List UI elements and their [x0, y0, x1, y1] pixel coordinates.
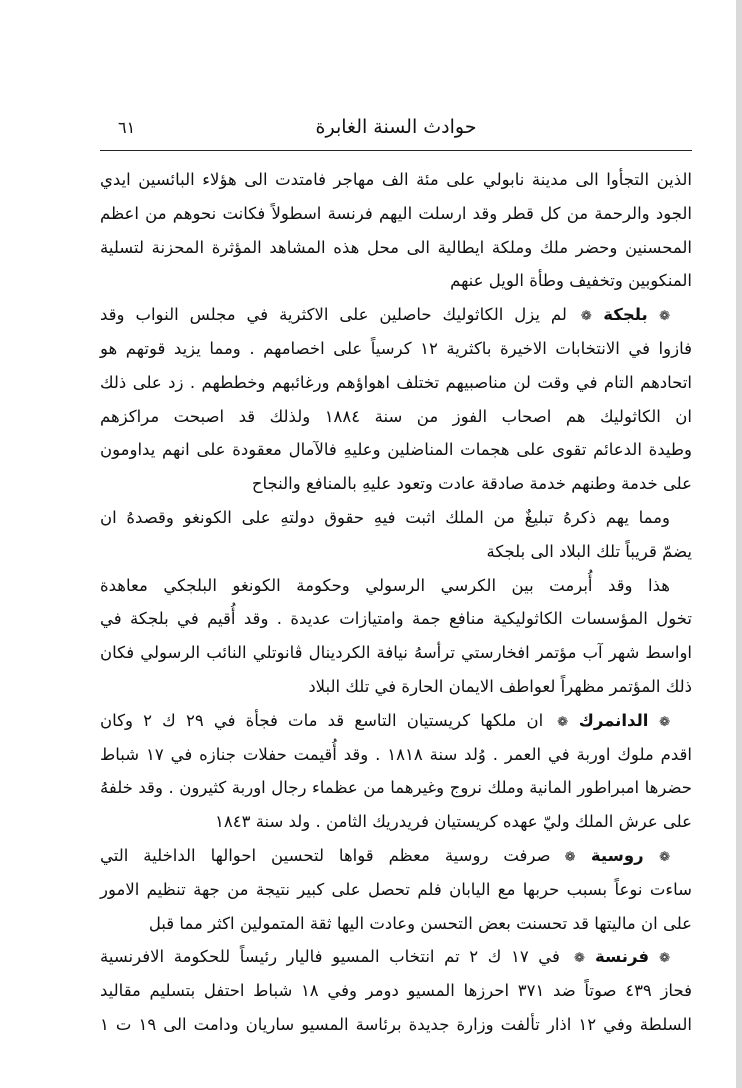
section-heading-label: روسية	[590, 845, 644, 865]
ornament-close-icon: ❁	[564, 849, 576, 865]
text-line	[100, 839, 692, 873]
section-heading-label: فرنسة	[594, 947, 650, 967]
line-text: ذلك المؤتمر مظهراً لعواطف الايمان الحارة في تلك البلاد	[308, 676, 692, 696]
line-text: صرفت روسية معظم قواها لتحسين احوالها الداخلية التي	[100, 845, 551, 865]
section-heading	[565, 846, 670, 865]
line-text: ان ملكها كريستيان التاسع قد مات فجأة في ٢٩ ك ٢ وكان	[100, 710, 544, 730]
line-text: السلطة وفي ١٢ اذار تألفت وزارة جديدة برئاسة المسيو ساريان ودامت الى ١٩ ت ١	[100, 1014, 692, 1034]
scan-edge	[736, 0, 742, 1088]
text-line	[100, 535, 692, 569]
ornament-open-icon: ❁	[659, 309, 670, 325]
line-text: تخول المؤسسات الكاثوليكية منافع جمة وامتيازات عديدة . وقد أُقيم في بلجكة في	[100, 609, 692, 629]
header-rule	[100, 150, 692, 151]
text-line	[100, 974, 692, 1008]
text-line	[100, 636, 692, 670]
line-text: الذين التجأوا الى مدينة نابولي على مئة الف مهاجر فامتدت الى هؤلاء البائسين ايدي	[100, 170, 692, 189]
text-line	[100, 1008, 692, 1042]
ornament-close-icon: ❁	[580, 309, 592, 325]
text-line	[100, 771, 692, 805]
text-line	[100, 501, 692, 535]
line-text: اقدم ملوك اوربة في العمر . وُلد سنة ١٨١٨ . وقد أُقيمت حفلات جنازه في ١٧ شباط	[100, 744, 692, 764]
ornament-open-icon: ❁	[659, 714, 670, 730]
text-line	[100, 602, 692, 636]
section-heading	[574, 947, 670, 966]
ornament-open-icon: ❁	[659, 849, 671, 865]
text-line	[100, 366, 692, 400]
text-line	[100, 264, 692, 298]
line-text: وطيدة الدعائم تقوى على هجمات المناضلين وعليهِ فالآمال معقودة على انهم يداومون	[100, 440, 692, 460]
line-text: على عرش الملك وليّ عهده كريستيان فريدريك الثامن . ولد سنة ١٨٤٣	[215, 812, 692, 832]
line-text: فحاز ٤٣٩ صوتاً ضد ٣٧١ احرزها المسيو دومر وفي ١٨ شباط احتفل بتسليم مقاليد	[100, 981, 692, 1001]
line-text: ومما يهم ذكرهُ تبليغٌ من الملك اثبت فيهِ حقوق دولتهِ على الكونغو وقصدهُ ان	[100, 507, 670, 527]
text-line	[100, 907, 692, 941]
text-line	[100, 805, 692, 839]
text-line	[100, 433, 692, 467]
line-text: الجود والرحمة من كل قطر وقد ارسلت اليهم فرنسة اسطولاً فكانت نحوهم من اعظم	[100, 203, 692, 223]
running-title: حوادث السنة الغابرة	[315, 116, 477, 138]
line-text: ان الكاثوليك هم اصحاب الفوز من سنة ١٨٨٤ ولذلك قد اصبحت مراكزهم	[100, 406, 693, 426]
line-text: يضمّ قريباً تلك البلاد الى بلجكة	[486, 541, 692, 561]
page-number: ٦١	[118, 118, 136, 137]
section-heading	[581, 305, 670, 324]
page-header	[100, 112, 692, 146]
text-line	[100, 940, 692, 974]
line-text: على خدمة وطنهم خدمة صادقة عادت وتعود عليهِ بالمنافع والنجاح	[251, 474, 692, 494]
line-text: هذا وقد أُبرمت بين الكرسي الرسولي وحكومة الكونغو البلجكي معاهدة	[100, 575, 670, 595]
section-heading-label: بلجكة	[603, 305, 648, 325]
line-text: ساءت نوعاً بسبب حربها مع اليابان فلم تحصل على كبير نتيجة من جهة تنظيم الامور	[100, 879, 692, 899]
text-line	[100, 873, 692, 907]
text-line	[100, 400, 692, 434]
line-text: المحسنين وحضر ملك وملكة ايطالية الى محل هذه المشاهد المؤثرة المحزنة لتسلية	[100, 237, 692, 257]
text-line	[100, 467, 692, 501]
ornament-close-icon: ❁	[573, 951, 585, 967]
text-line	[100, 197, 692, 231]
line-text: المنكوبين وتخفيف وطأة الويل عنهم	[450, 271, 692, 291]
page-body	[100, 163, 692, 1042]
line-text: لم يزل الكاثوليك حاصلين على الاكثرية في مجلس النواب وقد	[100, 305, 567, 325]
section-heading-label: الدانمرك	[578, 710, 649, 730]
line-text: في ١٧ ك ٢ تم انتخاب المسيو فاليار رئيساً للحكومة الافرنسية	[100, 947, 560, 967]
line-text: اتحادهم التام في وقت لن مناصبيهم تختلف اهواؤهم ورغائبهم وخططهم . زد على ذلك	[100, 372, 692, 392]
line-text: على ان ماليتها قد تحسنت بعض التحسن وعادت اليها ثقة المتمولين اكثر مما قبل	[148, 913, 692, 933]
text-line	[100, 298, 692, 332]
section-heading	[557, 711, 670, 730]
ornament-close-icon: ❁	[557, 714, 569, 730]
line-text: حضرها امبراطور المانية وملك نروج وغيرهما من عظماء رجال اوربة كثيرون . وقد خلفهُ	[100, 778, 692, 798]
text-line	[100, 163, 692, 197]
text-line	[100, 670, 692, 704]
text-line	[100, 569, 692, 603]
line-text: فازوا في الانتخابات الاخيرة باكثرية ١٢ كرسياً على اخصامهم . ومما يزيد قوتهم هو	[100, 338, 692, 358]
text-line	[100, 738, 692, 772]
text-line	[100, 704, 692, 738]
ornament-open-icon: ❁	[659, 951, 671, 967]
text-line	[100, 231, 692, 265]
text-line	[100, 332, 692, 366]
line-text: اواسط شهر آب مؤتمر افخارستي ترأسهُ نيافة الكردينال ڤانوتلي النائب الرسولي فكان	[100, 643, 692, 663]
